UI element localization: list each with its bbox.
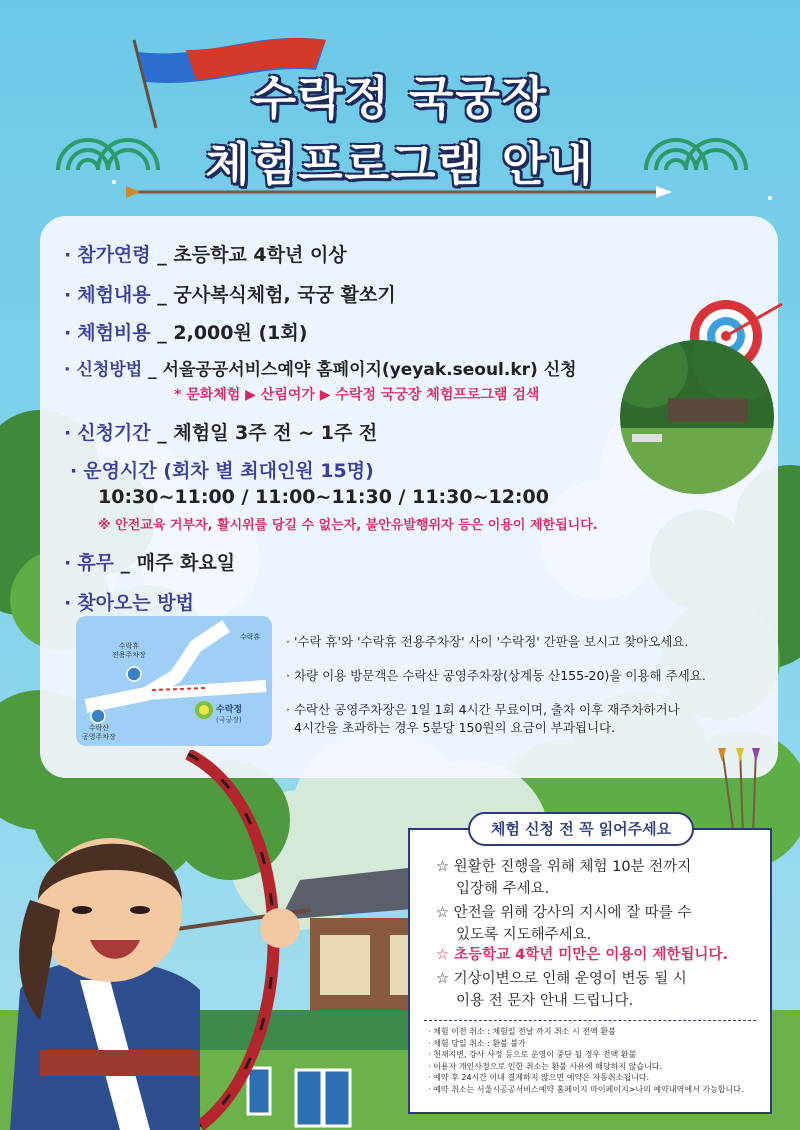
fine-print-4: · 이용자 개인사정으로 인한 취소는 환불 사유에 해당하지 않습니다. xyxy=(428,1061,663,1071)
arrow-icon xyxy=(126,184,674,200)
fine-print-1: · 체험 이전 취소 : 체험일 전날 까지 취소 시 전액 환불 xyxy=(428,1027,616,1036)
rule-1: ☆ 원활한 진행을 위해 체험 10분 전까지 입장해 주세요. xyxy=(436,859,692,897)
rule-2: ☆ 안전을 위해 강사의 지시에 잘 따를 수 있도록 지도해주세요. xyxy=(436,905,692,943)
info-age: · 참가연령 _ 초등학교 4학년 이상 xyxy=(64,244,347,266)
map-label-rest-parking: 수락휴 전용주차장 xyxy=(112,642,146,659)
map-label-public-parking: 수락산 공영주차장 xyxy=(82,724,116,741)
info-content: · 체험내용 _ 궁사복식체험, 국궁 활쏘기 xyxy=(64,284,396,306)
info-hours: · 운영시간 (회차 별 최대인원 15명) xyxy=(70,460,374,482)
location-map xyxy=(76,616,272,746)
fine-print-3: · 천재지변, 강사 사정 등으로 운영이 중단 될 경우 전액 환불 xyxy=(428,1050,637,1059)
map-label-target: 수락정 xyxy=(216,705,243,715)
fine-print-5: · 예약 후 24시간 이내 결제하지 않으면 예약은 자동취소됩니다. xyxy=(428,1073,650,1082)
apply-path: * 문화체험 ▶ 산림여가 ▶ 수락정 국궁장 체험프로그램 검색 xyxy=(174,387,540,403)
directions-note-2: · 차량 이용 방문객은 수락산 공영주차장(상계동 산155-20)을 이용해 주세요. xyxy=(286,668,706,683)
info-period: · 신청기간 _ 체험일 3주 전 ~ 1주 전 xyxy=(64,422,378,444)
directions-note-4: 4시간을 초과하는 경우 5분당 150원의 요금이 부과됩니다. xyxy=(286,720,616,735)
page-title-line2: 체험프로그램 안내 xyxy=(205,137,595,191)
info-fee: · 체험비용 _ 2,000원 (1회) xyxy=(64,322,308,344)
divider xyxy=(424,1020,756,1021)
read-first-title: 체험 신청 전 꼭 읽어주세요 xyxy=(468,812,694,846)
archery-range-photo xyxy=(618,338,776,496)
fine-print xyxy=(428,1026,766,1095)
info-directions: · 찾아오는 방법 xyxy=(64,592,194,614)
fine-print-2: · 체험 당일 취소 : 환불 불가 xyxy=(428,1038,526,1048)
directions-note-1: · '수락 휴'와 '수락휴 전용주차장' 사이 '수락정' 간판을 보시고 찾아오세요. xyxy=(286,634,689,649)
map-label-target-sub: (국궁장) xyxy=(216,716,242,724)
page-title-line1: 수락정 국궁장 xyxy=(251,71,549,125)
info-apply: · 신청방법 _ 서울공공서비스예약 홈페이지(yeyak.seoul.kr) 신청 xyxy=(64,360,577,380)
rule-3: ☆ 초등학교 4학년 미만은 이용이 제한됩니다. xyxy=(436,947,728,963)
fine-print-6: · 예약 취소는 서울시공공서비스예약 홈페이지 마이페이지>나의 예약내역에서 가능합니다. xyxy=(428,1084,744,1094)
info-closed: · 휴무 _ 매주 화요일 xyxy=(64,552,236,574)
directions-note-3: · 수락산 공영주차장은 1일 1회 4시간 무료이며, 출차 이후 재주차하거나 xyxy=(286,702,680,717)
hours-times: 10:30~11:00 / 11:00~11:30 / 11:30~12:00 xyxy=(98,486,549,508)
hours-warning: ※ 안전교육 거부자, 활시위를 당길 수 없는자, 불안유발행위자 등은 이용이 제한됩니다. xyxy=(98,518,598,533)
rule-4: ☆ 기상이변으로 인해 운영이 변동 될 시 이용 전 문자 안내 드립니다. xyxy=(436,971,687,1009)
map-label-rest: 수락휴 xyxy=(240,633,261,641)
archer-character xyxy=(0,750,330,1130)
